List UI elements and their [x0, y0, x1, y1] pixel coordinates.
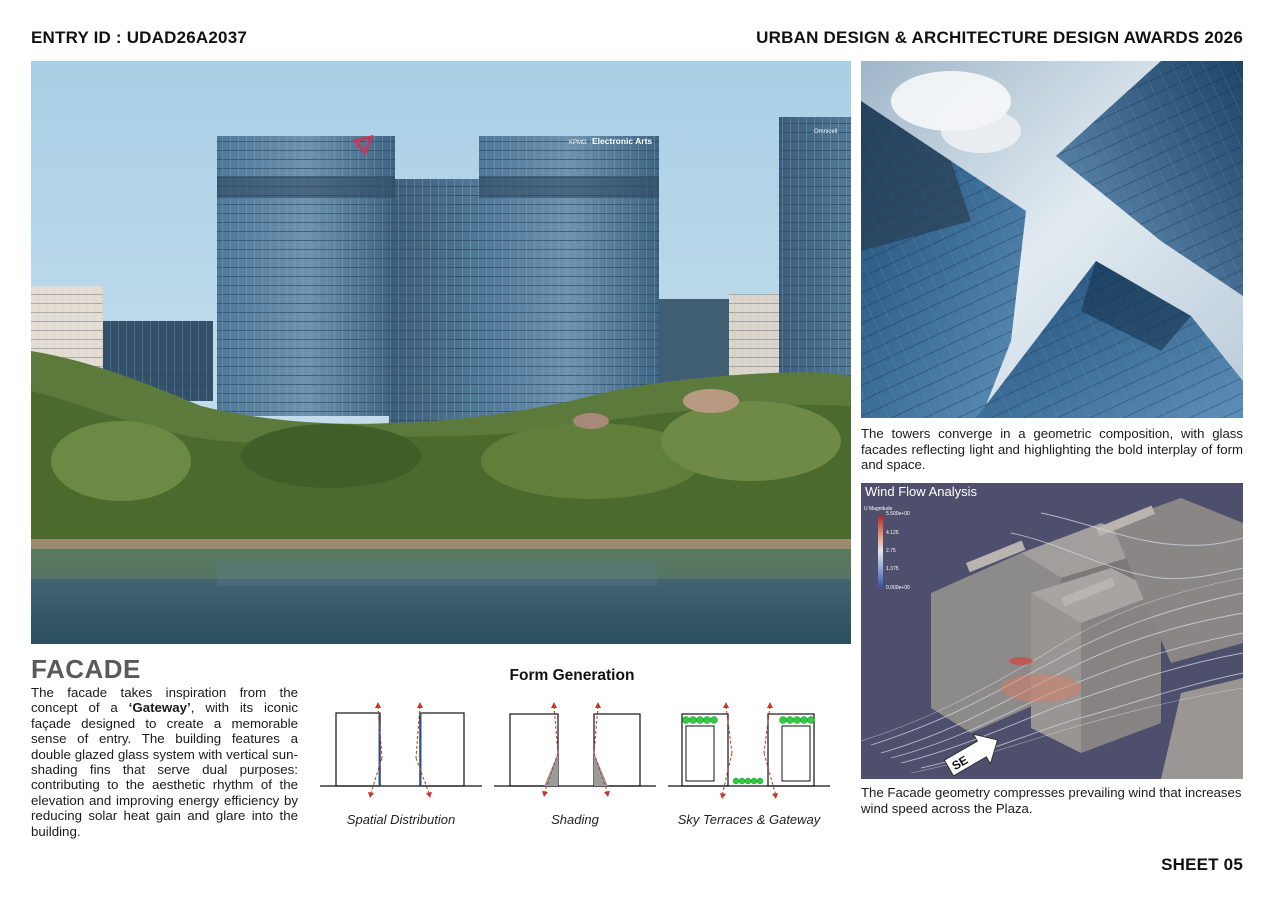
wind-title: Wind Flow Analysis: [865, 484, 977, 499]
entry-id: ENTRY ID : UDAD26A2037: [31, 28, 248, 47]
towers-caption: The towers converge in a geometric composition, with glass facades reflecting light and highlighting the bold interplay of form and space.: [861, 426, 1243, 473]
form-generation-title: Form Generation: [509, 667, 635, 684]
facade-paragraph: [31, 685, 298, 839]
label-sky-terraces-gateway: Sky Terraces & Gateway: [677, 812, 821, 827]
facade-title: FACADE: [31, 654, 141, 684]
main-building-photo: [31, 61, 851, 644]
awards-title: URBAN DESIGN & ARCHITECTURE DESIGN AWARDS 2026: [756, 28, 1243, 47]
wind-flow-analysis: [861, 483, 1243, 779]
wind-direction-label: SE: [949, 752, 971, 773]
facade-text-2: , with its iconic façade designed to create a memorable sense of entry. The building features a double glazed glass system with vertical sun-shading fins that serve dual purposes: contributing to the aesthetic rhythm of the elevation and improving energy efficiency by reducing solar heat gain and glare into the building.: [31, 700, 299, 839]
form-generation-diagrams: [318, 698, 838, 808]
legend-value-3: 2.75: [886, 548, 896, 554]
kpmg-sign: KPMG: [569, 140, 587, 146]
legend-value-max: 5.500e+00: [886, 511, 910, 517]
legend-value-2: 4.125: [886, 530, 899, 536]
legend-value-4: 1.375: [886, 566, 899, 572]
label-spatial-distribution: Spatial Distribution: [346, 812, 456, 827]
wind-caption: The Facade geometry compresses prevailing wind that increases wind speed across the Plaza.: [861, 785, 1242, 816]
sheet-number: SHEET 05: [1161, 855, 1243, 874]
legend-title: U Magnitude: [864, 506, 893, 512]
towers-upward-photo: [861, 61, 1243, 418]
omnicell-sign: Omnicell: [814, 129, 838, 135]
ea-sign: Electronic Arts: [592, 136, 653, 146]
diagram-sky-terraces-gateway: [668, 702, 830, 799]
facade-text-1: The facade takes inspiration from the concept of a: [31, 685, 298, 716]
diagram-spatial-distribution: [320, 702, 482, 798]
diagram-shading: [494, 702, 656, 797]
label-shading: Shading: [551, 812, 599, 827]
legend-value-min: 0.000e+00: [886, 585, 910, 591]
facade-gateway-emphasis: ‘Gateway’: [128, 700, 191, 716]
